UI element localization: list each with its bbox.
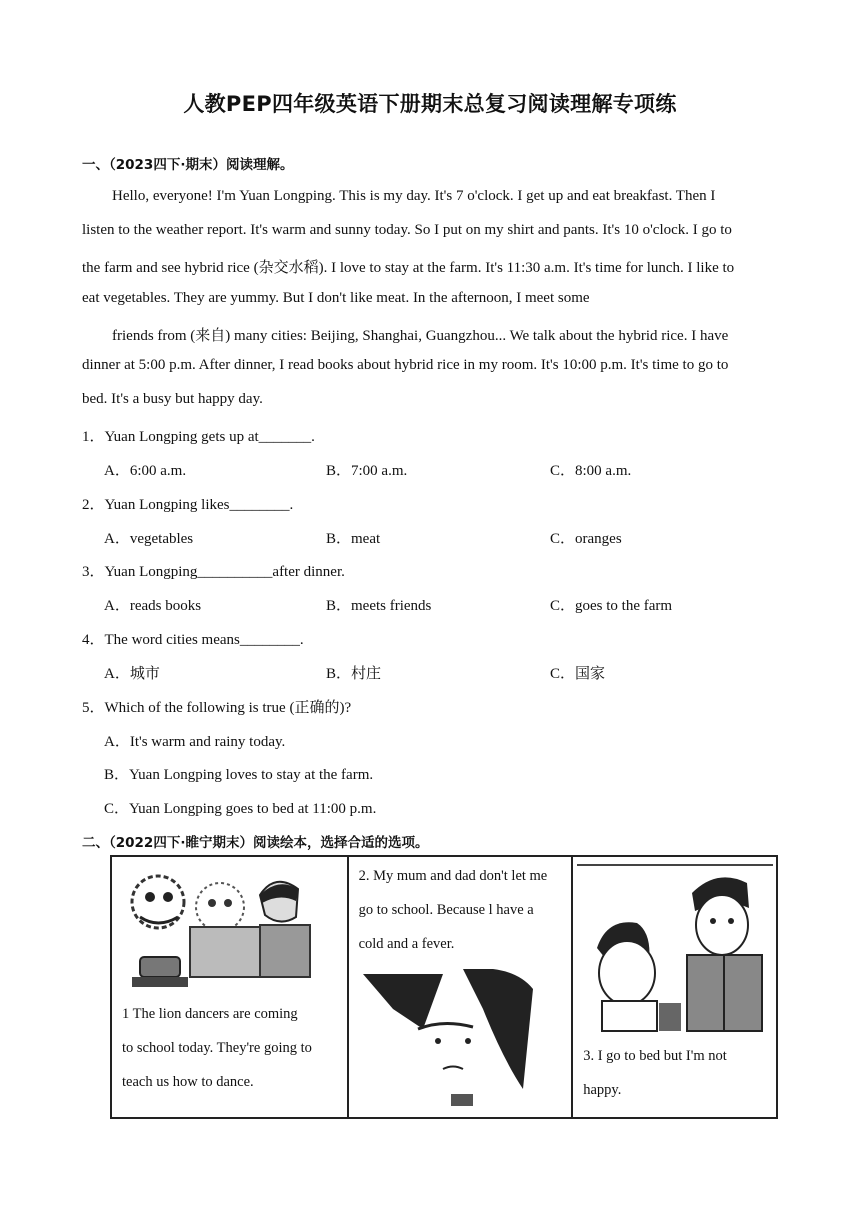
question-2: 2．Yuan Longping likes________. [82, 497, 294, 513]
passage-line: listen to the weather report. It's warm and sunny today. So I put on my shirt and pants. It's 10 o'clock. I go to [82, 222, 732, 238]
panel-3-line: 3. I go to bed but I'm not [583, 1048, 727, 1064]
passage-line: Hello, everyone! I'm Yuan Longping. This is my day. It's 7 o'clock. I get up and eat breakfast. Then I [112, 188, 716, 204]
option-2c[interactable]: C．oranges [550, 531, 622, 547]
option-3c[interactable]: C．goes to the farm [550, 598, 673, 614]
panel-3 [572, 856, 777, 1118]
panel-3-line: happy. [583, 1082, 622, 1098]
option-2b[interactable]: B．meat [326, 531, 381, 547]
sick-child-illustration [363, 969, 543, 1114]
question-5: 5．Which of the following is true (正确的)? [82, 700, 352, 716]
option-1b[interactable]: B．7:00 a.m. [326, 463, 408, 479]
passage-line: the farm and see hybrid rice (杂交水稻). I love to stay at the farm. It's 11:30 a.m. It's time for lunch. I like to [82, 260, 735, 276]
option-3b[interactable]: B．meets friends [326, 598, 432, 614]
panel-1-line: 1 The lion dancers are coming [122, 1006, 298, 1022]
option-5c[interactable]: C．Yuan Longping goes to bed at 11:00 p.m. [104, 801, 377, 817]
panel-2-line: 2. My mum and dad don't let me [358, 868, 548, 884]
option-4b[interactable]: B．村庄 [326, 666, 382, 682]
option-1a[interactable]: A．6:00 a.m. [104, 463, 187, 479]
option-3a[interactable]: A．reads books [104, 598, 202, 614]
panel-2-line: go to school. Because l have a [358, 902, 534, 918]
question-3: 3．Yuan Longping__________after dinner. [82, 564, 345, 580]
panel-1-line: to school today. They're going to [122, 1040, 312, 1056]
panel-1-line: teach us how to dance. [122, 1074, 254, 1090]
picture-book-table [110, 855, 778, 1119]
option-5b[interactable]: B．Yuan Longping loves to stay at the farm. [104, 767, 374, 783]
option-4c[interactable]: C．国家 [550, 666, 606, 682]
passage-line: eat vegetables. They are yummy. But I don't like meat. In the afternoon, I meet some [82, 290, 590, 306]
panel-2 [348, 856, 573, 1118]
question-4: 4．The word cities means________. [82, 632, 304, 648]
section-1-heading: 一、（2023四下·期末）阅读理解。 [82, 157, 294, 173]
option-2a[interactable]: A．vegetables [104, 531, 194, 547]
panel-1 [111, 856, 348, 1118]
going-to-bed-illustration [577, 863, 773, 1033]
passage-line: dinner at 5:00 p.m. After dinner, I read books about hybrid rice in my room. It's 10:00 p.m. It's time to go to [82, 357, 729, 373]
passage-line: bed. It's a busy but happy day. [82, 391, 263, 407]
passage-line: friends from (来自) many cities: Beijing, Shanghai, Guangzhou... We talk about the hybrid rice. I have [112, 328, 729, 344]
lion-dance-illustration [120, 867, 320, 992]
option-5a[interactable]: A．It's warm and rainy today. [104, 734, 286, 750]
page-title: 人教PEP四年级英语下册期末总复习阅读理解专项练 [183, 92, 677, 116]
section-2-heading: 二、（2022四下·睢宁期末）阅读绘本，选择合适的选项。 [82, 835, 429, 851]
option-4a[interactable]: A．城市 [104, 666, 160, 682]
option-1c[interactable]: C．8:00 a.m. [550, 463, 632, 479]
panel-2-line: cold and a fever. [358, 936, 455, 952]
question-1: 1．Yuan Longping gets up at_______. [82, 429, 315, 445]
